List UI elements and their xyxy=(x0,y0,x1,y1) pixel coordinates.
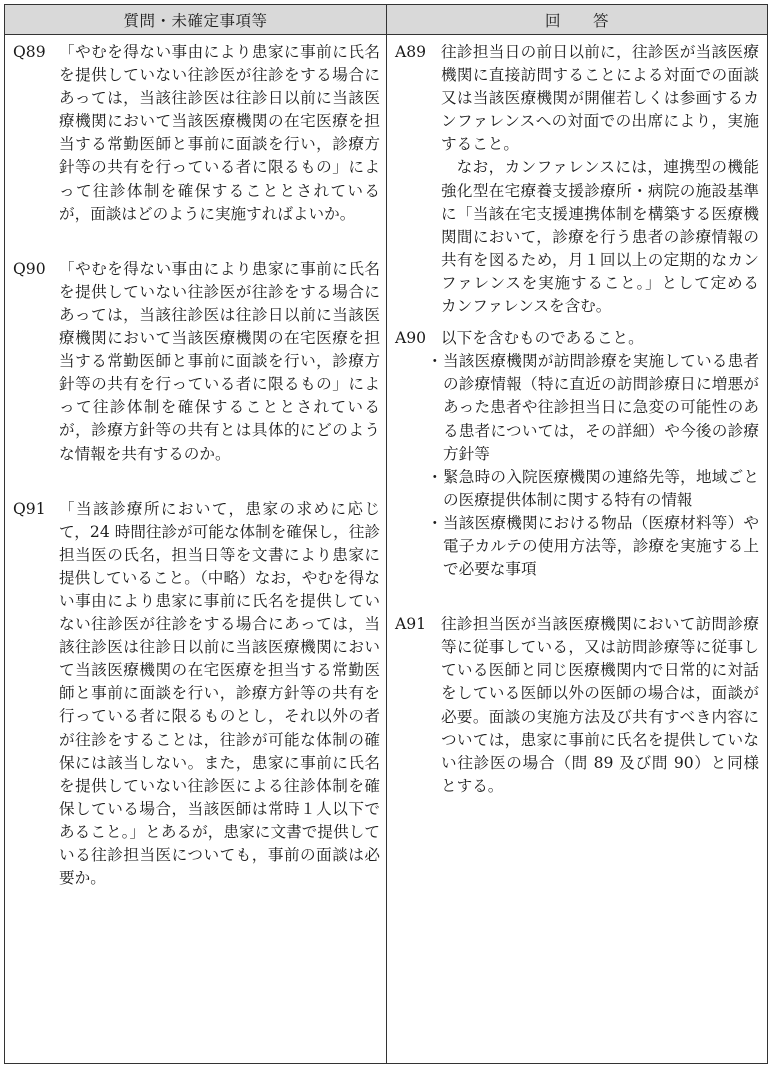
bullet-mark: ・ xyxy=(427,467,443,486)
answer-column-header: 回 答 xyxy=(387,5,768,35)
question-number: Q89 xyxy=(13,43,46,61)
question-text: 「やむを得ない事由により患家に事前に氏名を提供していない往診医が往診をする場合にあっては，当該往診医は往診日以前に当該医療機関において当該医療機関の在宅医療を担当する常勤医師と事前に面談を行い，診療方針等の共有を行っている者に限るもの」によって往診体制を確保することとされているが，診療方針等の共有とは具体的にどのような情報を共有するのか。 xyxy=(59,259,380,463)
answer-number: A91 xyxy=(395,615,427,634)
bullet-text: 当該医療機関が訪問診療を実施している患者の診療情報（特に直近の訪問診療日に増悪があった患者や往診担当日に急変の可能性のある患者については，その詳細）や今後の診療方針等 xyxy=(443,352,759,463)
list-item xyxy=(427,512,759,581)
bullet-text: 緊急時の入院医療機関の連絡先等，地域ごとの医療提供体制に関する特有の情報 xyxy=(443,467,759,509)
question-text: 「やむを得ない事由により患家に事前に氏名を提供していない往診医が往診をする場合にあっては，当該往診医は往診日以前に当該医療機関において当該医療機関の在宅医療を担当する常勤医師と事前に面談を行い，診療方針等の共有を行っている者に限るもの」によって往診体制を確保することとされているが，面談はどのように実施すればよいか。 xyxy=(59,43,380,223)
question-number: Q91 xyxy=(13,499,46,518)
bullet-mark: ・ xyxy=(427,352,443,371)
answer-note: なお，カンファレンスには，連携型の機能強化型在宅療養支援診療所・病院の施設基準に「当該在宅支援連携体制を構築する医療機関間において，診療を行う患者の診療情報の共有を図るため，月１回以上の定期的なカンファレンスを実施すること。」として定めるカンファレンスを含む。 xyxy=(441,158,759,316)
question-number: Q90 xyxy=(13,259,46,278)
table-header-row xyxy=(5,5,768,35)
answer-text: 以下を含むものであること。 xyxy=(441,329,644,348)
answer-text: 往診担当医が当該医療機関において訪問診療等に従事している，又は訪問診療等に従事している医師と同じ医療機関内で日常的に対話をしている医師以外の医師の場合は，面談が必要。面談の実施方法及び共有すべき内容については，患家に事前に氏名を提供していない往診医の場合（問 89 及び問 90）と同様とする。 xyxy=(441,615,759,795)
bullet-text: 当該医療機関における物品（医療材料等）や電子カルテの使用方法等，診療を実施する上で必要な事項 xyxy=(443,513,759,579)
question-column-header: 質問・未確定事項等 xyxy=(5,5,387,35)
answer-number: A89 xyxy=(395,43,427,61)
question-entry-89 xyxy=(13,41,380,226)
answer-text: 往診担当日の前日以前に，往診医が当該医療機関に直接訪問することによる対面での面談又は当該医療機関が開催若しくは参画するカンファレンスへの対面での出席により，実施すること。 xyxy=(441,43,759,154)
list-item xyxy=(427,466,759,512)
qa-body-row xyxy=(5,35,768,1064)
question-entry-90 xyxy=(13,258,380,466)
questions-cell xyxy=(5,35,387,1064)
question-text: 「当該診療所において，患家の求めに応じて，24 時間往診が可能な体制を確保し，往診担当医の氏名，担当日等を文書により患家に提供していること。（中略）なお，やむを得ない事由により患家に事前に氏名を提供していない往診医が往診をする場合にあっては，当該往診医は往診日以前に当該医療機関において当該医療機関の在宅医療を担当する常勤医師と事前に面談を行い，診療方針等の共有を行っている者に限るものとし，それ以外の者が往診をすることは，往診が可能な体制の確保には該当しない。また，患家に事前に氏名を提供していない往診医による往診体制を確保している場合，当該医師は常時１人以下であること。」とあるが，患家に文書で提供している往診担当医についても，事前の面談は必要か。 xyxy=(59,499,380,888)
answer-entry-89 xyxy=(395,41,759,318)
bullet-mark: ・ xyxy=(427,513,443,532)
answer-number: A90 xyxy=(395,329,427,348)
answer-entry-90 xyxy=(395,327,759,350)
answer-entry-91 xyxy=(395,613,759,798)
answers-cell xyxy=(387,35,768,1064)
list-item xyxy=(427,350,759,465)
qa-table xyxy=(4,4,768,1064)
question-entry-91 xyxy=(13,498,380,891)
answer-bullet-list xyxy=(395,350,759,581)
